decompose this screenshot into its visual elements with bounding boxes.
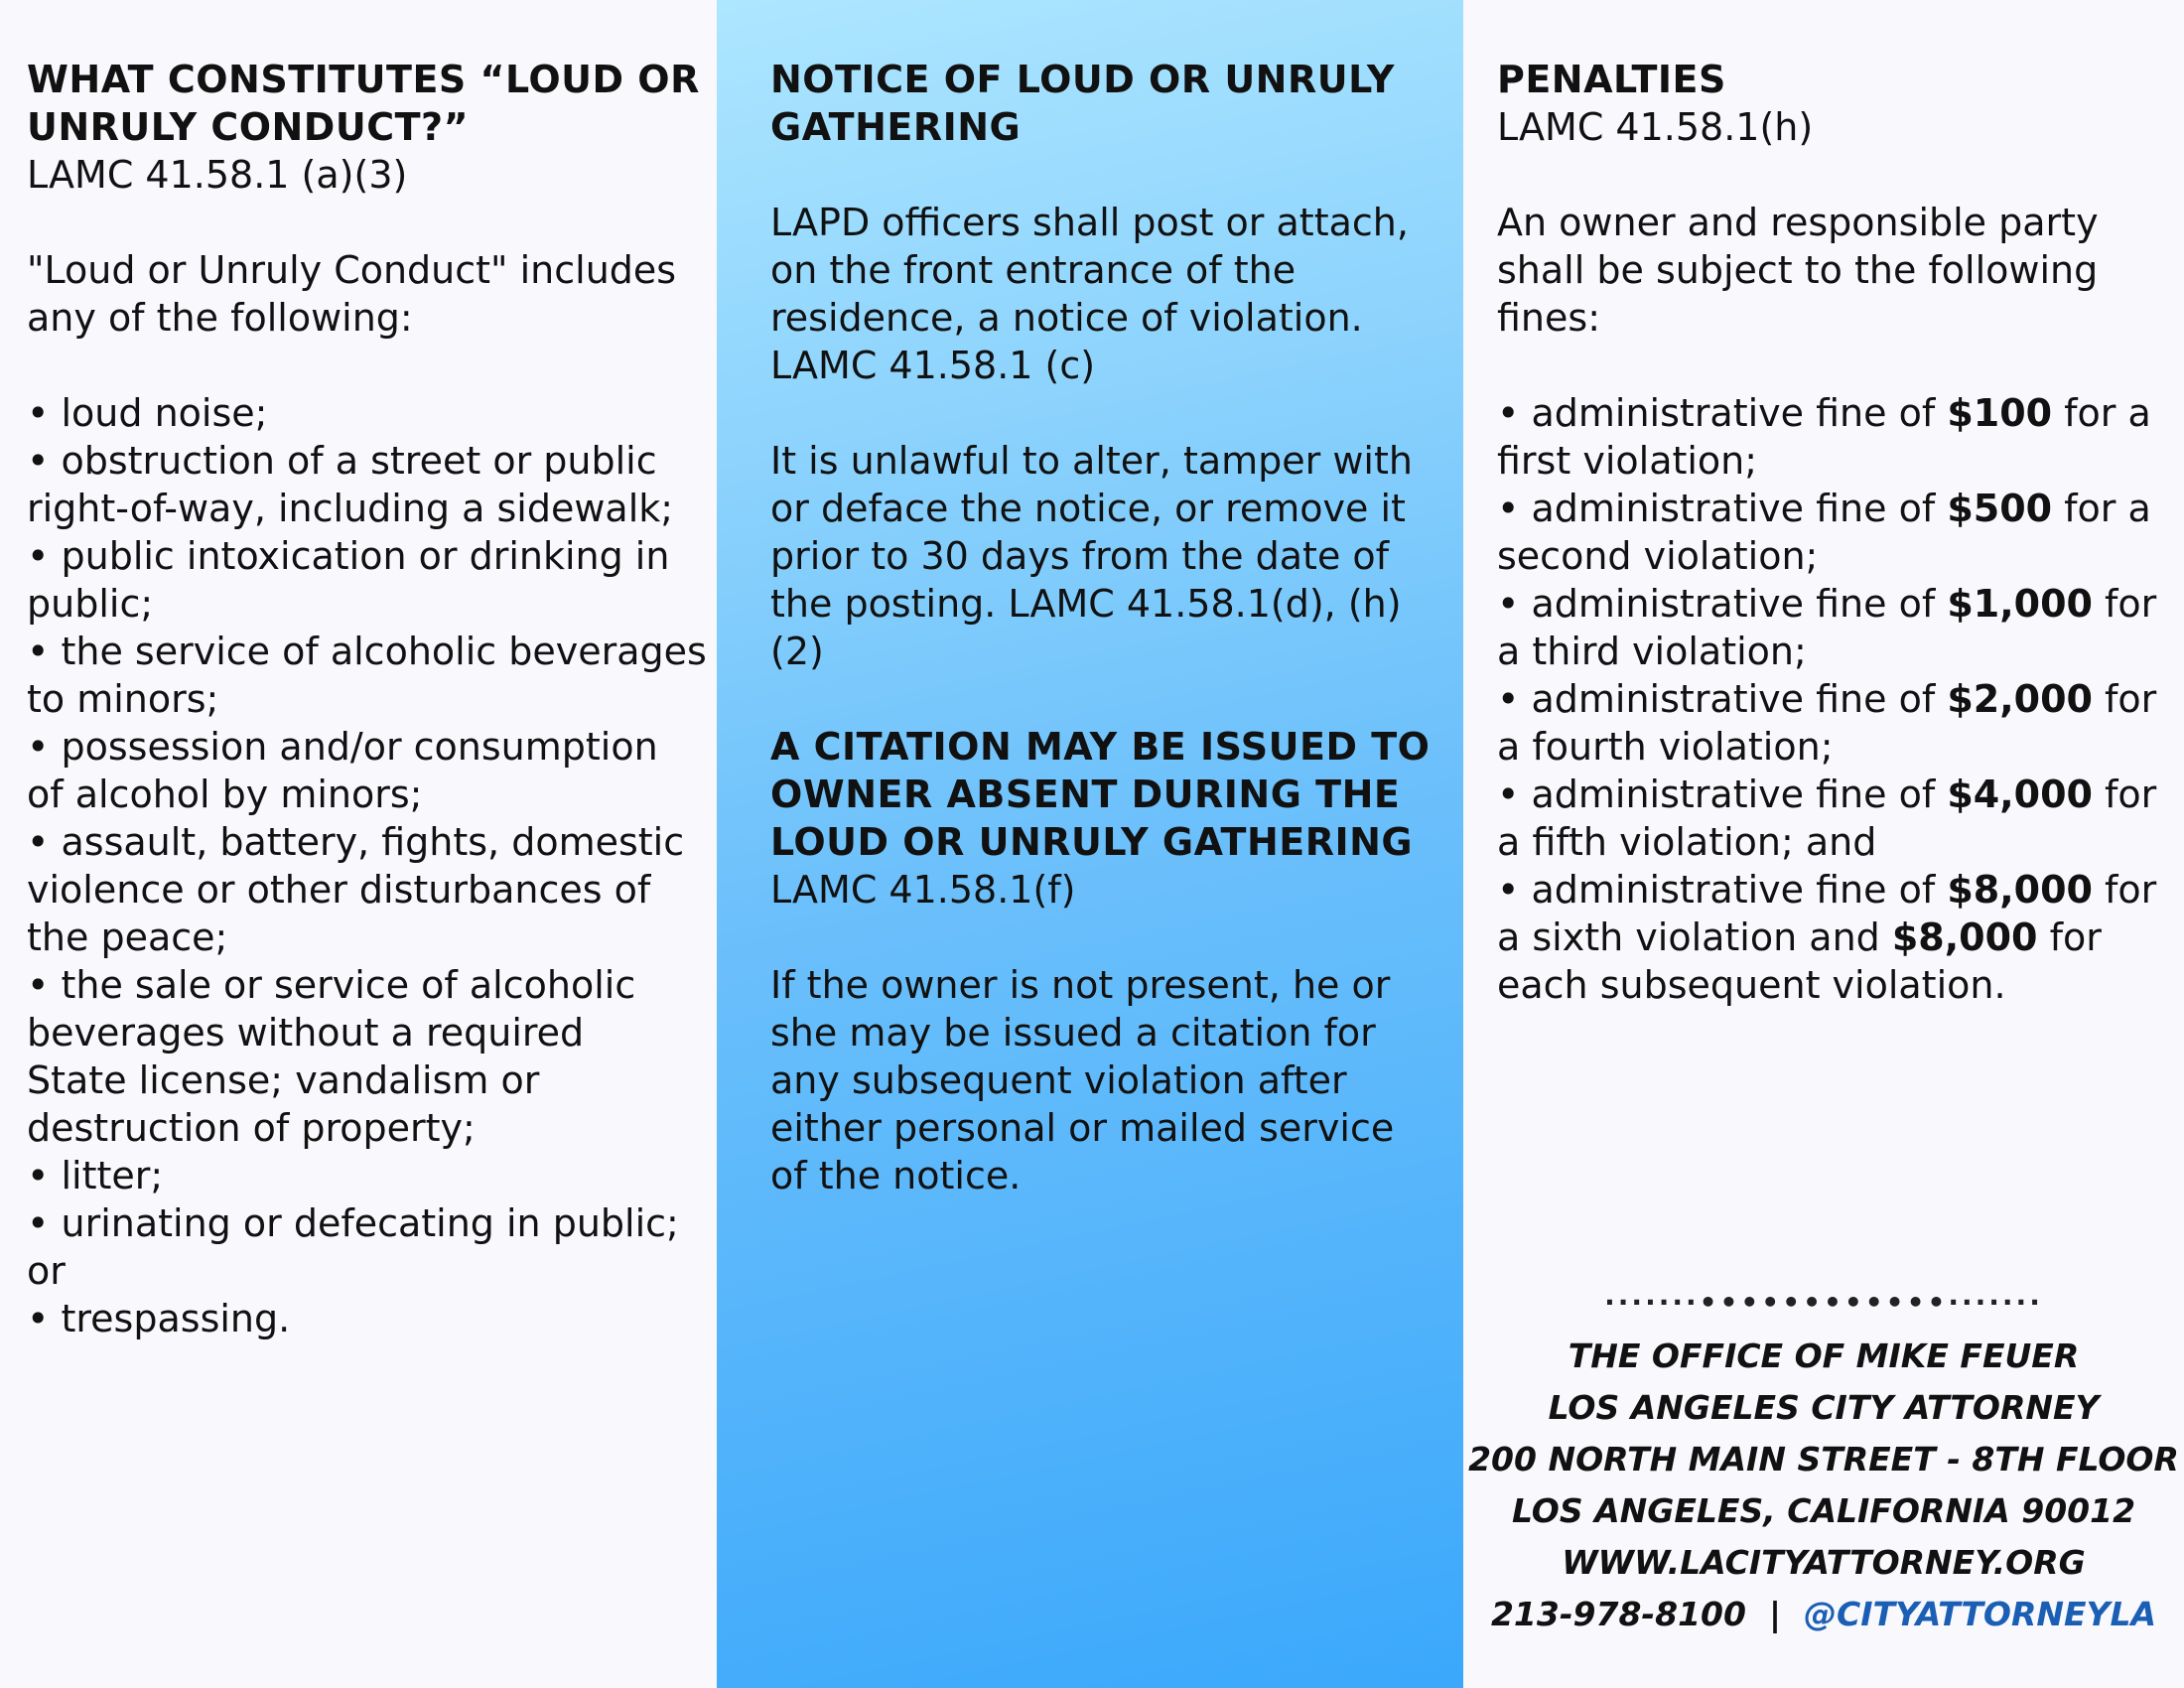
citation-code: LAMC 41.58.1(f) bbox=[770, 868, 1076, 912]
conduct-list-line: • trespassing. bbox=[27, 1297, 291, 1340]
conduct-list-line: to minors; bbox=[27, 677, 219, 721]
conduct-list-line: destruction of property; bbox=[27, 1106, 476, 1150]
fine-amount: $8,000 bbox=[1891, 915, 2038, 959]
fine-amount: $8,000 bbox=[1947, 868, 2093, 912]
fine-item: • administrative fine of $2,000 for bbox=[1497, 677, 2157, 721]
conduct-list-line: beverages without a required bbox=[27, 1011, 585, 1055]
conduct-list-line: • litter; bbox=[27, 1154, 164, 1197]
notice-column bbox=[717, 0, 1463, 1688]
conduct-list-line: • obstruction of a street or public bbox=[27, 439, 657, 483]
conduct-list-line: public; bbox=[27, 582, 154, 626]
conduct-list-line: • loud noise; bbox=[27, 391, 268, 435]
conduct-list-line: • possession and/or consumption bbox=[27, 725, 658, 769]
conduct-list-line: • assault, battery, fights, domestic bbox=[27, 820, 685, 864]
office-city: LOS ANGELES, CALIFORNIA 90012 bbox=[1511, 1491, 2136, 1530]
conduct-list-line: the peace; bbox=[27, 915, 228, 959]
penalties-heading: PENALTIES bbox=[1497, 58, 1726, 101]
conduct-intro: "Loud or Unruly Conduct" includes any of the following: bbox=[27, 248, 677, 340]
fine-amount: $1,000 bbox=[1947, 582, 2093, 626]
fine-amount: $500 bbox=[1947, 487, 2053, 530]
conduct-list bbox=[27, 389, 717, 1342]
citation-heading: A CITATION MAY BE ISSUED TO OWNER ABSENT DURING THE LOUD OR UNRULY GATHERING bbox=[770, 725, 1431, 864]
fine-amount: $4,000 bbox=[1947, 773, 2093, 816]
conduct-list-line: State license; vandalism or bbox=[27, 1058, 540, 1102]
fine-item-last: • administrative fine of $8,000 for a sixth violation and $8,000 for each subsequent violation. bbox=[1497, 868, 2157, 1007]
office-title: LOS ANGELES CITY ATTORNEY bbox=[1548, 1388, 2100, 1427]
conduct-list-line: violence or other disturbances of bbox=[27, 868, 651, 912]
office-street: 200 NORTH MAIN STREET - 8TH FLOOR bbox=[1468, 1440, 2179, 1478]
social-handle: @CITYATTORNEYLA bbox=[1804, 1595, 2157, 1633]
conduct-heading: WHAT CONSTITUTES “LOUD OR UNRULY CONDUCT?” bbox=[27, 58, 700, 149]
fine-item: • administrative fine of $100 for a bbox=[1497, 391, 2151, 435]
conduct-list-line: right-of-way, including a sidewalk; bbox=[27, 487, 674, 530]
conduct-list-line: • the sale or service of alcoholic bbox=[27, 963, 636, 1007]
conduct-list-line: • urinating or defecating in public; bbox=[27, 1201, 679, 1245]
office-name: THE OFFICE OF MIKE FEUER bbox=[1568, 1336, 2080, 1375]
office-contact-block bbox=[1463, 1286, 2184, 1640]
conduct-list-line: • the service of alcoholic beverages bbox=[27, 630, 707, 673]
fine-item-continued: a fourth violation; bbox=[1497, 725, 1834, 769]
fine-amount: $2,000 bbox=[1947, 677, 2093, 721]
citation-paragraph: If the owner is not present, he or she may be issued a citation for any subsequent violation after either personal or mailed service of the notice. bbox=[770, 963, 1395, 1197]
fine-item-continued: first violation; bbox=[1497, 439, 1758, 483]
office-website: WWW.LACITYATTORNEY.ORG bbox=[1562, 1543, 2086, 1582]
fine-item-continued: a fifth violation; and bbox=[1497, 820, 1877, 864]
penalties-code: LAMC 41.58.1(h) bbox=[1497, 105, 1814, 149]
conduct-list-line: of alcohol by minors; bbox=[27, 773, 423, 816]
dotted-divider: ·······••••••••••••······· bbox=[1604, 1286, 2043, 1319]
conduct-list-line: or bbox=[27, 1249, 66, 1293]
penalties-intro: An owner and responsible party shall be subject to the following fines: bbox=[1497, 201, 2099, 340]
tamper-paragraph: It is unlawful to alter, tamper with or deface the notice, or remove it prior to 30 days from the date of the posting. LAMC 41.58.1(d), (h) (2) bbox=[770, 439, 1413, 673]
fine-item: • administrative fine of $4,000 for bbox=[1497, 773, 2157, 816]
contact-line bbox=[1463, 1589, 2184, 1640]
notice-paragraph: LAPD officers shall post or attach, on the front entrance of the residence, a notice of violation. LAMC 41.58.1 (c) bbox=[770, 201, 1409, 387]
office-phone: 213-978-8100 bbox=[1490, 1595, 1746, 1633]
fines-list bbox=[1497, 389, 2184, 866]
conduct-column bbox=[0, 0, 717, 1688]
fine-item: • administrative fine of $500 for a bbox=[1497, 487, 2151, 530]
notice-heading: NOTICE OF LOUD OR UNRULY GATHERING bbox=[770, 58, 1395, 149]
fine-amount: $100 bbox=[1947, 391, 2053, 435]
conduct-list-line: • public intoxication or drinking in bbox=[27, 534, 670, 578]
conduct-code: LAMC 41.58.1 (a)(3) bbox=[27, 153, 408, 197]
fine-item: • administrative fine of $1,000 for bbox=[1497, 582, 2157, 626]
fine-item-continued: a third violation; bbox=[1497, 630, 1807, 673]
contact-separator: | bbox=[1768, 1595, 1782, 1633]
fine-item-continued: second violation; bbox=[1497, 534, 1819, 578]
